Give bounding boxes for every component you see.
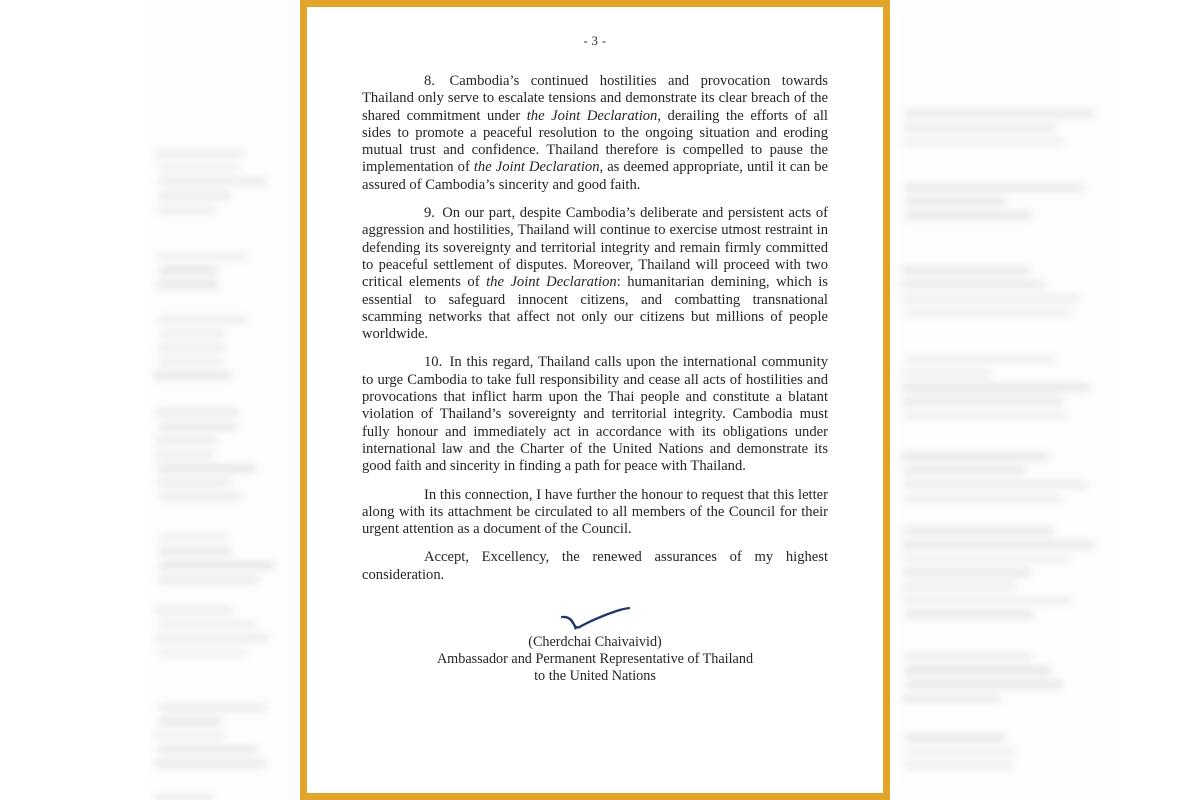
page-number: - 3 - (583, 34, 607, 48)
para-closing-run-0: Accept, Excellency, the renewed assurances of my highest consideration. (362, 549, 828, 583)
background-text-line (905, 184, 1084, 191)
background-text-line (905, 734, 1006, 741)
background-text-line (158, 704, 267, 711)
background-text-line (905, 481, 1087, 488)
background-text-line (903, 541, 1093, 548)
background-text-line (157, 479, 232, 486)
signature-block (310, 604, 880, 685)
document-page (307, 7, 883, 793)
background-text-line (155, 437, 218, 444)
background-text-line (159, 548, 230, 555)
para-9 (362, 205, 828, 343)
background-text-line (157, 253, 247, 260)
background-text-line (157, 344, 226, 351)
background-text-line (158, 621, 256, 628)
background-text-line (903, 384, 1089, 391)
para-8-run-3: the Joint Declaration (473, 159, 600, 176)
background-text-line (158, 316, 247, 323)
background-text-line (903, 398, 1063, 405)
background-text-line (159, 423, 239, 430)
para-8 (362, 73, 828, 194)
background-text-line (903, 138, 1064, 145)
para-9-run-0: 9. On our part, despite Cambodia’s deliberate and persistent acts of aggression and hostilities, Thailand will continue to exercise utmost restraint in defending its sovereignty and territorial integrity and remain firmly committed to peaceful settlement of disputes. Moreover, Thailand will proceed with two critical elements of (362, 205, 828, 291)
background-text-line (905, 762, 1012, 769)
background-text-line (903, 569, 1031, 576)
background-text-line (904, 309, 1072, 316)
background-text-line (160, 267, 217, 274)
background-text-line (158, 465, 255, 472)
background-text-line (159, 493, 241, 500)
background-text-line (901, 370, 992, 377)
para-8-run-4: , as deemed appropriate, until it can be assured of Cambodia’s sincerity and good faith. (362, 159, 828, 193)
background-text-line (905, 748, 1015, 755)
background-text-line (154, 372, 230, 379)
para-9-run-2: : humanitarian demining, which is essential to safeguard innocent citizens, and combatting transnational scamming networks that affect not only our citizens but millions of people worldwide. (362, 274, 828, 343)
background-text-line (903, 124, 1055, 131)
background-text-line (157, 281, 219, 288)
background-text-line (154, 635, 269, 642)
background-text-line (902, 597, 1072, 604)
para-10 (362, 354, 828, 475)
background-text-line (158, 534, 227, 541)
background-text-line (158, 576, 260, 583)
letter-body (362, 49, 828, 584)
background-right-page (890, 0, 1120, 800)
background-text-line (158, 746, 257, 753)
background-text-line (902, 295, 1080, 302)
para-circulation-run-0: In this connection, I have further the honour to request that this letter along with its attachment be circulated to all members of the Council for their urgent attention as a document of the Council. (362, 486, 828, 538)
background-text-line (905, 667, 1051, 674)
background-text-line (157, 206, 216, 213)
background-text-line (905, 611, 1034, 618)
para-circulation (362, 487, 828, 539)
signatory-title-line-2: to the United Nations (534, 668, 656, 685)
para-8-run-2: , derailing the efforts of all sides to promote a peaceful resolution to the ongoing situation and eroding mutual trust and confidence. Thailand therefore is compelled to pause the implementation of (362, 107, 828, 176)
background-text-line (902, 555, 1070, 562)
para-10-run-0: 10. In this regard, Thailand calls upon the international community to urge Cambodia to take full responsibility and cease all acts of hostilities and provocations that inflict harm upon the Thai people and constitute a blatant violation of Thailand’s sovereignty and territorial integrity. Cambodia must fully honour and immediately act in accordance with its obligations under international law and the Charter of the United Nations and demonstrate its good faith and sincerity in finding a path for peace with Thailand. (362, 354, 828, 475)
background-text-line (154, 732, 225, 739)
para-closing (362, 549, 828, 584)
background-text-line (905, 212, 1032, 219)
background-text-line (159, 358, 223, 365)
para-8-run-0: 8. Cambodia’s continued hostilities and provocation towards Thailand only serve to escalate tensions and demonstrate its clear breach of the shared commitment under (362, 73, 828, 124)
background-text-line (155, 409, 239, 416)
background-text-line (155, 150, 245, 157)
document-page-frame (300, 0, 890, 800)
background-text-line (901, 453, 1047, 460)
background-text-line (902, 267, 1029, 274)
background-text-line (160, 562, 276, 569)
background-text-line (905, 198, 1006, 205)
background-text-line (157, 164, 239, 171)
background-text-line (901, 695, 1001, 702)
background-text-line (159, 718, 221, 725)
para-9-run-1: the Joint Declaration (486, 274, 617, 291)
signatory-name: (Cherdchai Chaivaivid) (528, 634, 662, 651)
background-left-page (150, 0, 310, 800)
handwritten-signature-mark (556, 604, 634, 634)
background-text-line (904, 412, 1067, 419)
background-text-line (906, 356, 1055, 363)
background-text-line (902, 583, 1015, 590)
background-text-line (906, 681, 1063, 688)
background-text-line (154, 451, 214, 458)
background-text-line (159, 192, 231, 199)
background-text-line (903, 495, 1062, 502)
background-text-line (158, 178, 268, 185)
background-text-line (154, 795, 213, 800)
background-text-line (900, 281, 1044, 288)
background-text-line (155, 607, 232, 614)
background-text-line (903, 653, 1032, 660)
background-text-line (904, 467, 1025, 474)
background-text-line (903, 527, 1054, 534)
para-8-run-1: the Joint Declaration (526, 107, 658, 124)
background-text-line (160, 330, 225, 337)
background-text-line (155, 760, 264, 767)
background-text-line (905, 110, 1094, 117)
signatory-title-line-1: Ambassador and Permanent Representative of Thailand (436, 651, 754, 668)
background-text-line (157, 649, 248, 656)
